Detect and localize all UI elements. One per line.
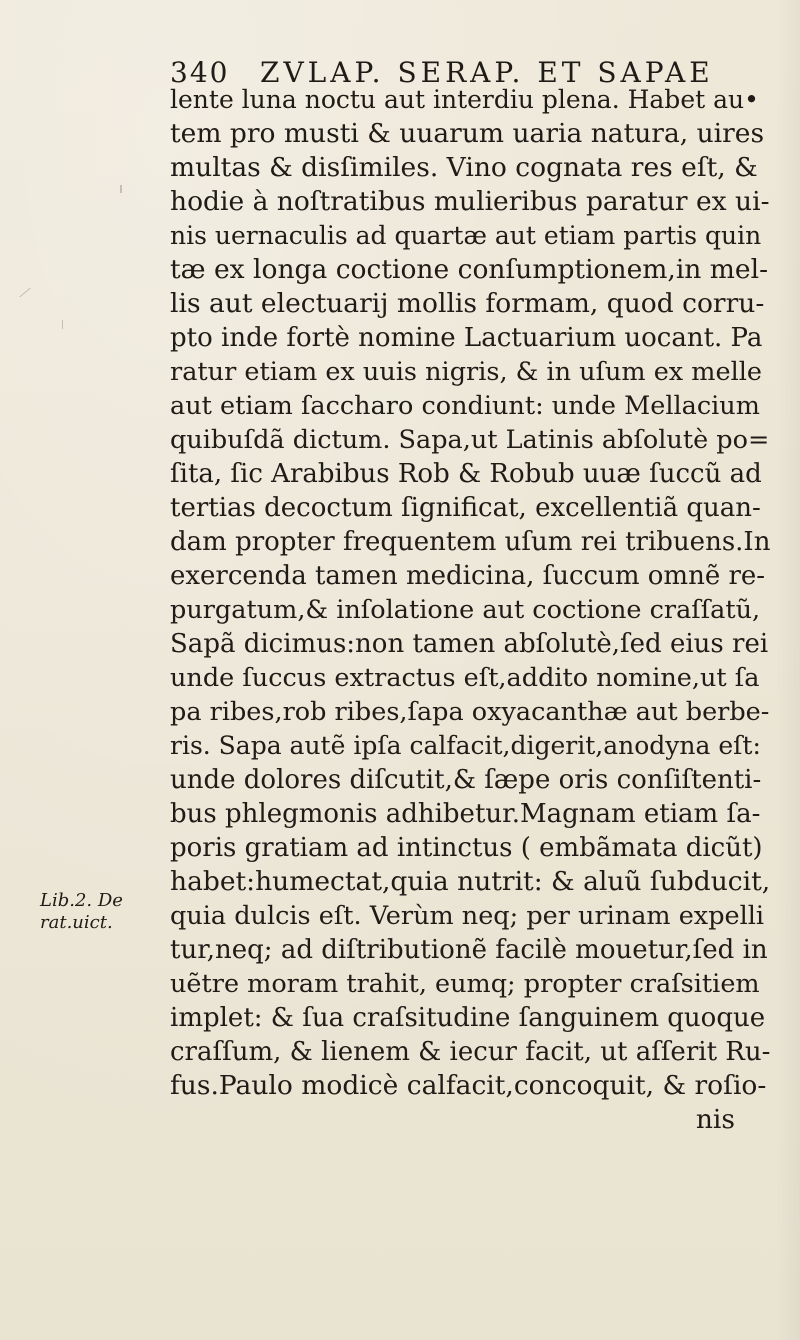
marginal-note [40,890,165,934]
text-line: tur,neq; ad diſtributionẽ facilè mouetur,ſed in [170,935,768,965]
page-number: 340 [170,56,230,89]
text-line: quia dulcis eſt. Verùm neq; per urinam expelli [170,901,765,931]
marginal-note-line: rat.uict. [40,912,113,933]
text-line: dam propter frequentem uſum rei tribuens.In [170,527,771,557]
text-line: ſita, ſic Arabibus Rob & Robub uuæ ſuccũ ad [170,459,762,489]
text-line: poris gratiam ad intinctus ( embãmata dicũt) [170,833,763,863]
text-line: tæ ex longa coctione conſumptionem,in mel- [170,254,769,285]
text-line: craſſum, & lienem & iecur facit, ut aſſerit Ru- [170,1037,771,1067]
text-line: lis aut electuarij mollis formam, quod corru- [170,288,765,319]
text-line: uẽtre moram trahit, eumq; propter craſsitiem [170,969,760,999]
text-line: ratur etiam ex uuis nigris, & in uſum ex melle [170,357,762,387]
paper-speck [120,185,122,193]
running-title: ZVLAP. SERAP. ET SAPAE [260,56,714,89]
text-line: implet: & ſua craſsitudine ſanguinem quoque [170,1003,766,1033]
text-line: ris. Sapa autẽ ipſa calfacit,digerit,anodyna eſt: [170,731,761,760]
catchword: nis [695,1104,735,1135]
text-line: pa ribes,rob ribes,ſapa oxyacanthæ aut berbe- [170,697,770,727]
text-line: hodie à noſtratibus mulieribus paratur ex ui- [170,186,770,217]
text-line: pto inde fortè nomine Lactuarium uocant. Pa [170,323,763,353]
text-line: habet:humectat,quia nutrit: & aluũ ſubducit, [170,866,771,897]
text-line: tertias decoctum ſignificat, excellentiã quan- [170,493,761,523]
paper-speck [19,288,30,298]
marginal-note-line: Lib.2. De [40,890,123,911]
text-line: nis uernaculis ad quartæ aut etiam partis quin [170,221,762,250]
text-line: lente luna noctu aut interdiu plena. Habet au• [170,85,759,114]
paper-speck [62,320,63,329]
text-line: tem pro musti & uuarum uaria natura, uires [170,118,765,149]
text-line: quibuſdã dictum. Sapa,ut Latinis abſolutè po= [170,425,770,455]
text-line: purgatum,& inſolatione aut coctione craſſatũ, [170,595,761,625]
text-line: unde ſuccus extractus eſt,addito nomine,ut ſa [170,663,760,693]
text-line: bus phlegmonis adhibetur.Magnam etiam ſa- [170,799,761,829]
text-line: aut etiam ſaccharo condiunt: unde Mellacium [170,391,760,421]
text-line: Sapã dicimus:non tamen abſolutè,ſed eius rei [170,629,769,659]
text-line: unde dolores diſcutit,& ſæpe oris conſiſtenti- [170,765,762,795]
body-text [170,83,770,1137]
text-line: fus.Paulo modicè calfacit,concoquit, & roſio- [170,1070,767,1101]
text-line: exercenda tamen medicina, ſuccum omnẽ re- [170,561,766,591]
page-edge-shadow [776,0,800,1340]
text-line: multas & disſimiles. Vino cognata res eſt, & [170,152,758,183]
